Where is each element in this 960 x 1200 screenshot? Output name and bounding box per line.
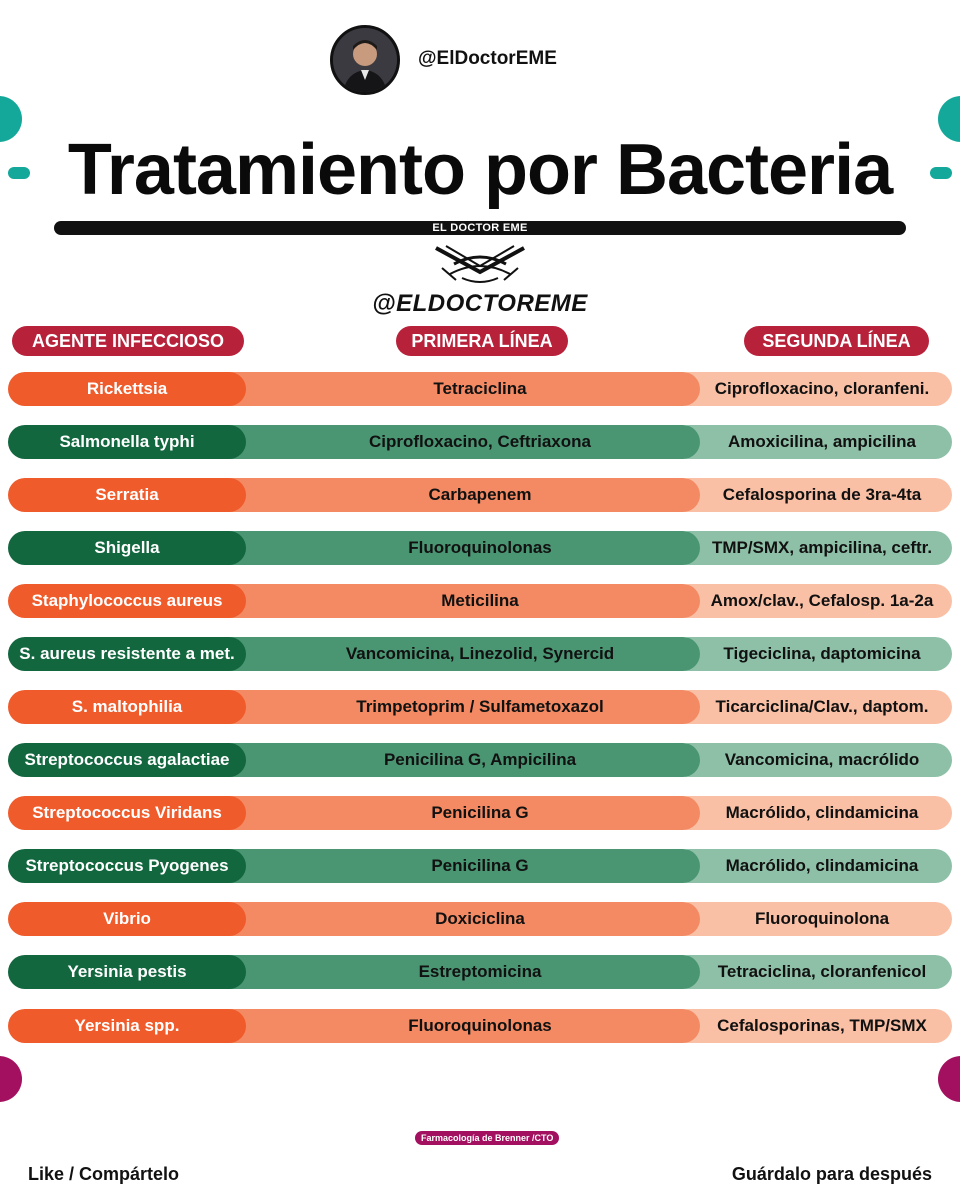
brand-logo-icon	[432, 242, 528, 292]
column-header-second-line: SEGUNDA LÍNEA	[744, 326, 929, 356]
first-line-cell: Trimpetoprim / Sulfametoxazol	[200, 690, 700, 724]
table-row	[0, 743, 960, 777]
second-line-cell: Amox/clav., Cefalosp. 1a-2a	[672, 584, 952, 618]
table-row	[0, 372, 960, 406]
agent-cell: Shigella	[8, 531, 246, 565]
column-header-first-line: PRIMERA LÍNEA	[396, 326, 568, 356]
avatar-portrait-icon	[333, 28, 397, 92]
second-line-cell: Amoxicilina, ampicilina	[672, 425, 952, 459]
first-line-cell: Estreptomicina	[200, 955, 700, 989]
table-row	[0, 796, 960, 830]
second-line-cell: Tigeciclina, daptomicina	[672, 637, 952, 671]
table-row	[0, 1009, 960, 1043]
agent-cell: Streptococcus Viridans	[8, 796, 246, 830]
page-title: Tratamiento por Bacteria	[67, 130, 893, 210]
first-line-cell: Fluoroquinolonas	[200, 1009, 700, 1043]
avatar[interactable]	[330, 25, 400, 95]
first-line-cell: Carbapenem	[200, 478, 700, 512]
agent-cell: S. aureus resistente a met.	[8, 637, 246, 671]
decor-dot-bottom-right	[938, 1056, 960, 1102]
table-row	[0, 902, 960, 936]
account-handle[interactable]: @ElDoctorEME	[418, 48, 557, 69]
first-line-cell: Fluoroquinolonas	[200, 531, 700, 565]
agent-cell: Yersinia pestis	[8, 955, 246, 989]
second-line-cell: Ticarciclina/Clav., daptom.	[672, 690, 952, 724]
table-row	[0, 690, 960, 724]
second-line-cell: Macrólido, clindamicina	[672, 849, 952, 883]
first-line-cell: Penicilina G	[200, 796, 700, 830]
second-line-cell: Vancomicina, macrólido	[672, 743, 952, 777]
table-row	[0, 531, 960, 565]
table-row	[0, 637, 960, 671]
second-line-cell: Cefalosporinas, TMP/SMX	[672, 1009, 952, 1043]
title-bar-label: EL DOCTOR EME	[432, 222, 528, 234]
second-line-cell: Cefalosporina de 3ra-4ta	[672, 478, 952, 512]
agent-cell: S. maltophilia	[8, 690, 246, 724]
agent-cell: Serratia	[8, 478, 246, 512]
source-badge: Farmacología de Brenner /CTO	[415, 1131, 559, 1145]
second-line-cell: Tetraciclina, cloranfenicol	[672, 955, 952, 989]
table-row	[0, 584, 960, 618]
column-header-agent: AGENTE INFECCIOSO	[12, 326, 244, 356]
save-cta[interactable]: Guárdalo para después	[731, 1164, 932, 1184]
first-line-cell: Tetraciclina	[200, 372, 700, 406]
first-line-cell: Ciprofloxacino, Ceftriaxona	[200, 425, 700, 459]
table-row	[0, 425, 960, 459]
agent-cell: Staphylococcus aureus	[8, 584, 246, 618]
second-line-cell: Ciprofloxacino, cloranfeni.	[672, 372, 952, 406]
first-line-cell: Doxiciclina	[200, 902, 700, 936]
second-line-cell: TMP/SMX, ampicilina, ceftr.	[672, 531, 952, 565]
agent-cell: Salmonella typhi	[8, 425, 246, 459]
first-line-cell: Penicilina G	[200, 849, 700, 883]
second-line-cell: Macrólido, clindamicina	[672, 796, 952, 830]
table-row	[0, 955, 960, 989]
table-row	[0, 478, 960, 512]
decor-dot-bottom-left	[0, 1056, 22, 1102]
first-line-cell: Penicilina G, Ampicilina	[200, 743, 700, 777]
agent-cell: Yersinia spp.	[8, 1009, 246, 1043]
agent-cell: Streptococcus agalactiae	[8, 743, 246, 777]
second-line-cell: Fluoroquinolona	[672, 902, 952, 936]
table-row	[0, 849, 960, 883]
first-line-cell: Vancomicina, Linezolid, Synercid	[200, 637, 700, 671]
first-line-cell: Meticilina	[200, 584, 700, 618]
agent-cell: Rickettsia	[8, 372, 246, 406]
brand-handle: @ELDOCTOREME	[372, 290, 588, 317]
agent-cell: Streptococcus Pyogenes	[8, 849, 246, 883]
share-cta[interactable]: Like / Compártelo	[28, 1164, 180, 1184]
agent-cell: Vibrio	[8, 902, 246, 936]
